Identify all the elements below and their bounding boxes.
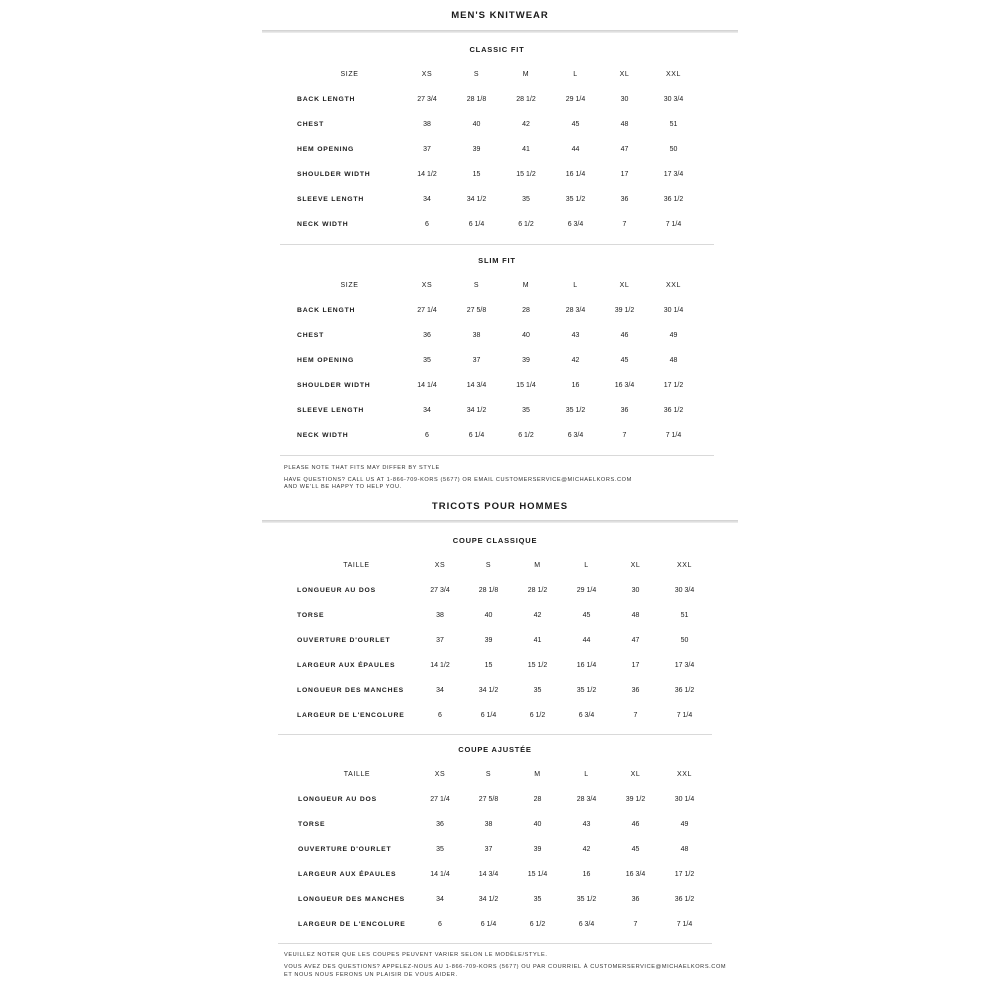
measurement-value: 17: [631, 662, 640, 669]
measurement-value: 37: [472, 357, 481, 364]
measurement-value: 27 5/8: [478, 796, 499, 803]
measurement-value: 6: [425, 221, 429, 228]
measurement-value: 28 3/4: [565, 307, 586, 314]
measurement-value: 28: [522, 307, 530, 314]
measurement-value: 28 3/4: [576, 796, 597, 803]
table-row: [297, 653, 709, 678]
measurement-label: LONGUEUR AU DOS: [297, 587, 376, 594]
measurement-value: 16 1/4: [576, 662, 597, 669]
measurement-label: LONGUEUR DES MANCHES: [297, 687, 405, 694]
measurement-value: 6 1/4: [480, 712, 497, 719]
measurement-value: 7 1/4: [665, 221, 682, 228]
measurement-value: 34: [423, 407, 431, 414]
measurement-value: 40: [522, 332, 530, 339]
measurement-value: 46: [620, 332, 629, 339]
measurement-value: 39: [533, 846, 542, 853]
table-title-slim-fit: SLIM FIT: [478, 256, 516, 265]
table-row: [297, 187, 698, 212]
table-row: [297, 162, 698, 187]
size-column-header: S: [485, 771, 492, 778]
measurement-value: 6 1/2: [518, 221, 534, 228]
section-title-english: MEN'S KNITWEAR: [451, 10, 549, 21]
size-column-header: S: [485, 562, 492, 569]
measurement-value: 38: [423, 121, 431, 128]
measurement-value: 6 1/2: [529, 921, 546, 928]
measurement-value: 6 1/2: [518, 432, 534, 439]
measurement-value: 35 1/2: [576, 896, 597, 903]
table-divider: [278, 943, 712, 944]
table-row: [298, 862, 709, 887]
measurement-value: 14 3/4: [466, 382, 487, 389]
size-table-slim-fit: [297, 273, 698, 448]
measurement-value: 29 1/4: [565, 96, 586, 103]
measurement-value: 27 3/4: [417, 96, 437, 103]
measurement-value: 51: [680, 612, 689, 619]
size-column-header: XL: [630, 562, 641, 569]
measurement-value: 45: [620, 357, 629, 364]
measurement-label: HEM OPENING: [297, 146, 355, 153]
measurement-value: 48: [680, 846, 689, 853]
contact-note-2: ET NOUS NOUS FERONS UN PLAISIR DE VOUS AIDER.: [284, 972, 458, 978]
table-row: [297, 423, 698, 448]
measurement-value: 15 1/2: [527, 662, 548, 669]
table-row: [298, 887, 709, 912]
measurement-value: 42: [582, 846, 591, 853]
measurement-value: 36 1/2: [663, 196, 684, 203]
size-table-coupe-ajustee: [298, 762, 709, 937]
measurement-value: 27 1/4: [417, 307, 437, 314]
size-table-coupe-classique: [297, 553, 709, 728]
measurement-value: 50: [669, 146, 678, 153]
measurement-value: 38: [472, 332, 481, 339]
measurement-value: 48: [669, 357, 678, 364]
table-row: [297, 603, 709, 628]
measurement-value: 28 1/8: [478, 587, 499, 594]
measurement-value: 14 3/4: [478, 871, 499, 878]
measurement-label: LARGEUR DE L'ENCOLURE: [297, 712, 405, 719]
size-header-label: TAILLE: [343, 771, 371, 778]
measurement-value: 43: [571, 332, 580, 339]
contact-note-2: AND WE'LL BE HAPPY TO HELP YOU.: [284, 484, 402, 490]
section-rule: [262, 520, 738, 523]
table-row: [298, 912, 709, 937]
fit-note: PLEASE NOTE THAT FITS MAY DIFFER BY STYLE: [284, 465, 440, 471]
measurement-value: 36 1/2: [674, 687, 695, 694]
measurement-value: 16 3/4: [625, 871, 646, 878]
measurement-value: 6 3/4: [578, 921, 595, 928]
measurement-value: 35: [522, 407, 530, 414]
size-header-label: SIZE: [340, 71, 359, 78]
measurement-value: 6: [438, 921, 442, 928]
measurement-value: 47: [620, 146, 629, 153]
measurement-value: 35 1/2: [576, 687, 597, 694]
table-row: [297, 87, 698, 112]
size-column-header: L: [584, 771, 589, 778]
measurement-value: 28: [533, 796, 542, 803]
section-title-french: TRICOTS POUR HOMMES: [431, 501, 569, 512]
measurement-value: 35: [533, 687, 542, 694]
size-column-header: XL: [619, 71, 630, 78]
measurement-label: SHOULDER WIDTH: [297, 171, 371, 178]
measurement-value: 28 1/2: [516, 96, 536, 103]
measurement-value: 36 1/2: [663, 407, 684, 414]
measurement-value: 17 1/2: [663, 382, 684, 389]
measurement-label: LARGEUR DE L'ENCOLURE: [298, 921, 406, 928]
measurement-value: 47: [631, 637, 640, 644]
measurement-value: 36 1/2: [674, 896, 695, 903]
table-title-coupe-ajustee: COUPE AJUSTÉE: [458, 745, 532, 754]
measurement-value: 42: [571, 357, 580, 364]
measurement-value: 6 3/4: [567, 432, 584, 439]
measurement-value: 45: [631, 846, 640, 853]
measurement-value: 34 1/2: [466, 407, 487, 414]
measurement-value: 28 1/2: [527, 587, 548, 594]
measurement-value: 39 1/2: [614, 307, 635, 314]
measurement-label: SLEEVE LENGTH: [297, 407, 365, 414]
measurement-value: 6 1/2: [529, 712, 546, 719]
table-divider: [278, 734, 712, 735]
size-column-header: XS: [421, 282, 433, 289]
measurement-value: 41: [522, 146, 530, 153]
measurement-value: 17: [620, 171, 629, 178]
size-column-header: XS: [434, 562, 446, 569]
measurement-label: NECK WIDTH: [297, 432, 349, 439]
measurement-label: LARGEUR AUX ÉPAULES: [297, 662, 396, 669]
table-row: [298, 787, 709, 812]
table-row: [297, 212, 698, 237]
measurement-value: 39 1/2: [625, 796, 646, 803]
size-column-header: L: [584, 562, 589, 569]
table-row: [297, 703, 709, 728]
measurement-value: 34 1/2: [478, 687, 499, 694]
section-rule: [262, 30, 738, 33]
measurement-value: 30 3/4: [663, 96, 684, 103]
measurement-value: 40: [533, 821, 542, 828]
measurement-label: TORSE: [298, 821, 326, 828]
measurement-value: 14 1/4: [430, 871, 450, 878]
measurement-value: 6: [438, 712, 442, 719]
fit-note: VEUILLEZ NOTER QUE LES COUPES PEUVENT VARIER SELON LE MODÈLE/STYLE.: [284, 952, 548, 958]
measurement-value: 30 3/4: [674, 587, 695, 594]
measurement-value: 15 1/4: [516, 382, 536, 389]
measurement-value: 28 1/8: [466, 96, 487, 103]
measurement-value: 51: [669, 121, 678, 128]
size-column-header: XXL: [665, 71, 682, 78]
table-header-row: [297, 62, 698, 87]
measurement-label: BACK LENGTH: [297, 307, 356, 314]
table-row: [297, 298, 698, 323]
measurement-value: 44: [571, 146, 580, 153]
measurement-value: 34: [436, 687, 444, 694]
measurement-value: 35: [423, 357, 431, 364]
table-row: [297, 578, 709, 603]
measurement-value: 7: [633, 712, 638, 719]
measurement-value: 30: [631, 587, 640, 594]
measurement-value: 14 1/2: [430, 662, 450, 669]
measurement-label: HEM OPENING: [297, 357, 355, 364]
measurement-value: 41: [533, 637, 542, 644]
measurement-value: 7: [622, 221, 627, 228]
size-column-header: XS: [421, 71, 433, 78]
size-column-header: M: [534, 562, 541, 569]
table-header-row: [297, 553, 709, 578]
measurement-value: 6 1/4: [468, 432, 485, 439]
measurement-value: 27 5/8: [466, 307, 487, 314]
size-column-header: S: [473, 71, 480, 78]
measurement-value: 48: [631, 612, 640, 619]
table-row: [297, 112, 698, 137]
measurement-value: 40: [484, 612, 493, 619]
measurement-value: 50: [680, 637, 689, 644]
measurement-value: 15 1/2: [516, 171, 536, 178]
table-row: [297, 398, 698, 423]
measurement-label: LONGUEUR AU DOS: [298, 796, 377, 803]
measurement-value: 7: [622, 432, 627, 439]
measurement-value: 17 1/2: [674, 871, 695, 878]
measurement-value: 6 3/4: [578, 712, 595, 719]
size-column-header: M: [522, 71, 530, 78]
size-column-header: M: [534, 771, 541, 778]
measurement-label: SHOULDER WIDTH: [297, 382, 371, 389]
table-divider: [280, 244, 714, 245]
measurement-value: 38: [484, 821, 493, 828]
measurement-value: 49: [669, 332, 678, 339]
measurement-value: 37: [484, 846, 493, 853]
measurement-value: 16: [571, 382, 580, 389]
measurement-label: BACK LENGTH: [297, 96, 356, 103]
table-title-classic-fit: CLASSIC FIT: [469, 45, 525, 54]
size-column-header: XXL: [676, 771, 693, 778]
table-header-row: [297, 273, 698, 298]
measurement-value: 34: [436, 896, 444, 903]
size-column-header: XL: [630, 771, 641, 778]
table-row: [297, 678, 709, 703]
table-row: [297, 348, 698, 373]
size-table-classic-fit: [297, 62, 698, 237]
measurement-value: 7 1/4: [665, 432, 682, 439]
measurement-value: 30: [620, 96, 629, 103]
size-column-header: XXL: [665, 282, 682, 289]
measurement-label: LONGUEUR DES MANCHES: [298, 896, 406, 903]
size-column-header: XXL: [676, 562, 693, 569]
measurement-value: 39: [472, 146, 481, 153]
table-divider: [280, 455, 714, 456]
measurement-value: 37: [436, 637, 444, 644]
measurement-value: 35: [533, 896, 542, 903]
measurement-value: 40: [472, 121, 481, 128]
measurement-value: 16 3/4: [614, 382, 635, 389]
measurement-value: 7: [633, 921, 638, 928]
contact-note: VOUS AVEZ DES QUESTIONS? APPELEZ-NOUS AU 1-866-709-KORS (5677) OU PAR COURRIEL À CUSTOMERSERVICE@MICHAELKORS.COM: [284, 964, 727, 970]
measurement-value: 42: [533, 612, 542, 619]
measurement-value: 6 3/4: [567, 221, 584, 228]
size-header-label: TAILLE: [343, 562, 370, 569]
measurement-value: 7 1/4: [676, 921, 693, 928]
table-row: [297, 137, 698, 162]
measurement-value: 34 1/2: [466, 196, 487, 203]
table-header-row: [298, 762, 709, 787]
measurement-value: 34: [423, 196, 431, 203]
measurement-value: 45: [582, 612, 591, 619]
measurement-value: 36: [631, 896, 640, 903]
measurement-label: OUVERTURE D'OURLET: [298, 846, 392, 853]
table-title-coupe-classique: COUPE CLASSIQUE: [452, 536, 538, 545]
measurement-value: 35 1/2: [565, 407, 586, 414]
measurement-value: 6: [425, 432, 429, 439]
measurement-value: 36: [436, 821, 444, 828]
measurement-value: 36: [631, 687, 640, 694]
measurement-value: 43: [582, 821, 591, 828]
measurement-value: 6 1/4: [468, 221, 485, 228]
size-column-header: XS: [434, 771, 446, 778]
measurement-value: 36: [620, 407, 629, 414]
measurement-value: 7 1/4: [676, 712, 693, 719]
measurement-value: 17 3/4: [663, 171, 684, 178]
measurement-value: 44: [582, 637, 591, 644]
measurement-value: 29 1/4: [576, 587, 597, 594]
measurement-value: 37: [423, 146, 431, 153]
measurement-value: 39: [522, 357, 530, 364]
measurement-value: 39: [484, 637, 493, 644]
measurement-value: 15 1/4: [527, 871, 548, 878]
measurement-value: 36: [423, 332, 431, 339]
measurement-value: 16 1/4: [565, 171, 586, 178]
table-row: [297, 373, 698, 398]
measurement-label: SLEEVE LENGTH: [297, 196, 365, 203]
measurement-value: 35 1/2: [565, 196, 586, 203]
measurement-label: LARGEUR AUX ÉPAULES: [298, 871, 397, 878]
measurement-value: 17 3/4: [674, 662, 695, 669]
measurement-value: 36: [620, 196, 629, 203]
measurement-label: TORSE: [297, 612, 325, 619]
table-row: [298, 812, 709, 837]
measurement-value: 34 1/2: [478, 896, 499, 903]
measurement-label: CHEST: [297, 332, 325, 339]
contact-note: HAVE QUESTIONS? CALL US AT 1-866-709-KORS (5677) OR EMAIL CUSTOMERSERVICE@MICHAELKORS.COM: [284, 477, 632, 483]
measurement-label: NECK WIDTH: [297, 221, 349, 228]
size-column-header: S: [473, 282, 480, 289]
size-column-header: XL: [619, 282, 630, 289]
table-row: [298, 837, 709, 862]
measurement-value: 35: [436, 846, 444, 853]
measurement-value: 14 1/2: [417, 171, 437, 178]
measurement-value: 30 1/4: [674, 796, 695, 803]
measurement-value: 49: [680, 821, 689, 828]
measurement-value: 6 1/4: [480, 921, 497, 928]
measurement-value: 35: [522, 196, 530, 203]
measurement-label: CHEST: [297, 121, 325, 128]
measurement-value: 38: [436, 612, 444, 619]
table-row: [297, 323, 698, 348]
measurement-value: 14 1/4: [417, 382, 437, 389]
measurement-value: 27 3/4: [430, 587, 450, 594]
measurement-value: 15: [472, 171, 481, 178]
table-row: [297, 628, 709, 653]
measurement-value: 46: [631, 821, 640, 828]
size-column-header: L: [573, 71, 578, 78]
size-column-header: L: [573, 282, 578, 289]
measurement-value: 48: [620, 121, 629, 128]
size-column-header: M: [522, 282, 530, 289]
measurement-value: 42: [522, 121, 530, 128]
measurement-label: OUVERTURE D'OURLET: [297, 637, 391, 644]
measurement-value: 27 1/4: [430, 796, 450, 803]
measurement-value: 15: [484, 662, 493, 669]
measurement-value: 30 1/4: [663, 307, 684, 314]
size-header-label: SIZE: [340, 282, 359, 289]
measurement-value: 45: [571, 121, 580, 128]
measurement-value: 16: [582, 871, 591, 878]
